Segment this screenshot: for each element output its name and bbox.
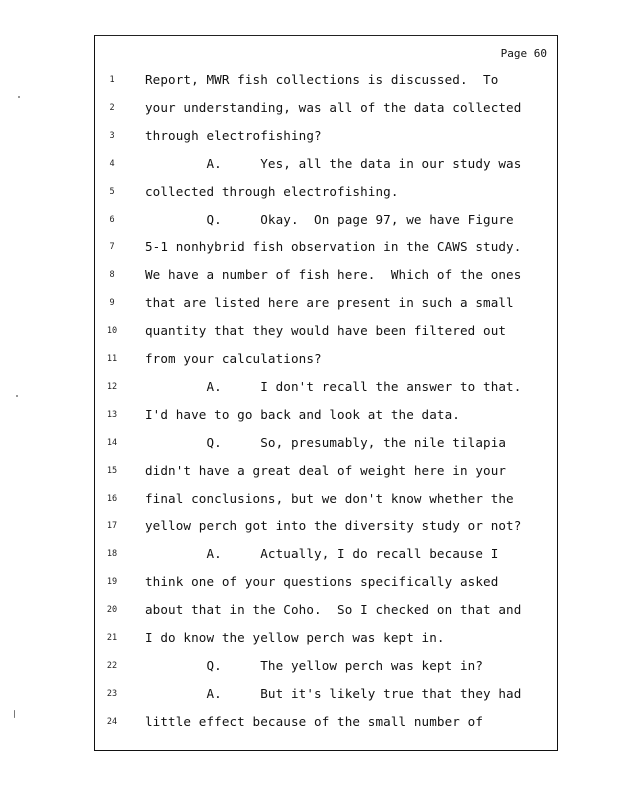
transcript-line bbox=[95, 100, 559, 126]
line-text: little effect because of the small number of bbox=[145, 713, 484, 729]
scan-speck bbox=[16, 395, 18, 397]
line-number: 23 bbox=[106, 688, 118, 699]
line-text: Q. The yellow perch was kept in? bbox=[145, 657, 484, 673]
line-number: 18 bbox=[106, 549, 118, 560]
transcript-line bbox=[95, 518, 559, 544]
line-text: think one of your questions specifically asked bbox=[145, 574, 499, 590]
transcript-line bbox=[95, 686, 559, 712]
line-text: A. I don't recall the answer to that. bbox=[145, 378, 522, 394]
line-number: 4 bbox=[109, 158, 115, 169]
line-text: We have a number of fish here. Which of the ones bbox=[145, 267, 522, 283]
line-number: 3 bbox=[109, 130, 115, 141]
line-number: 13 bbox=[106, 409, 118, 420]
line-text: A. Yes, all the data in our study was bbox=[145, 155, 522, 171]
line-text: that are listed here are present in such a small bbox=[145, 295, 514, 311]
line-number: 15 bbox=[106, 465, 118, 476]
line-number: 6 bbox=[109, 214, 115, 225]
line-text: Report, MWR fish collections is discussed. To bbox=[145, 72, 499, 87]
line-text: 5-1 nonhybrid fish observation in the CAWS study. bbox=[145, 239, 522, 255]
line-number: 9 bbox=[109, 298, 115, 309]
line-text: your understanding, was all of the data collected bbox=[145, 99, 522, 115]
transcript-page bbox=[94, 35, 558, 751]
line-text: I'd have to go back and look at the data. bbox=[145, 406, 460, 422]
transcript-line bbox=[95, 295, 559, 321]
transcript-line bbox=[95, 128, 559, 154]
transcript-line bbox=[95, 463, 559, 489]
transcript-line bbox=[95, 239, 559, 265]
transcript-line bbox=[95, 546, 559, 572]
line-text: Q. So, presumably, the nile tilapia bbox=[145, 434, 507, 450]
line-number: 19 bbox=[106, 577, 118, 588]
transcript-line bbox=[95, 72, 559, 98]
line-number: 12 bbox=[106, 381, 118, 392]
transcript-line bbox=[95, 379, 559, 405]
scan-speck bbox=[18, 96, 20, 98]
transcript-line bbox=[95, 630, 559, 656]
line-text: A. Actually, I do recall because I bbox=[145, 546, 499, 562]
line-number: 22 bbox=[106, 660, 118, 671]
transcript-line bbox=[95, 351, 559, 377]
line-text: A. But it's likely true that they had bbox=[145, 685, 522, 701]
line-text: from your calculations? bbox=[145, 351, 322, 366]
line-text: collected through electrofishing. bbox=[145, 183, 399, 199]
line-number: 10 bbox=[106, 326, 118, 337]
transcript-line bbox=[95, 267, 559, 293]
transcript-line bbox=[95, 491, 559, 517]
transcript-line bbox=[95, 323, 559, 349]
transcript-line bbox=[95, 435, 559, 461]
transcript-line bbox=[95, 602, 559, 628]
line-text: didn't have a great deal of weight here in your bbox=[145, 462, 507, 478]
transcript-line bbox=[95, 156, 559, 182]
line-text: through electrofishing? bbox=[145, 127, 322, 143]
line-number: 5 bbox=[109, 186, 115, 197]
line-number: 7 bbox=[109, 242, 115, 253]
transcript-line bbox=[95, 658, 559, 684]
line-text: I do know the yellow perch was kept in. bbox=[145, 630, 445, 645]
line-number: 8 bbox=[109, 270, 115, 281]
transcript-line bbox=[95, 212, 559, 238]
line-text: Q. Okay. On page 97, we have Figure bbox=[145, 211, 514, 227]
line-number: 11 bbox=[106, 354, 118, 364]
line-text: about that in the Coho. So I checked on that and bbox=[145, 602, 522, 618]
transcript-line bbox=[95, 714, 559, 740]
line-number: 2 bbox=[109, 102, 115, 113]
line-number: 14 bbox=[106, 437, 118, 448]
line-number: 1 bbox=[109, 75, 115, 85]
transcript-line bbox=[95, 407, 559, 433]
line-text: final conclusions, but we don't know whether the bbox=[145, 490, 514, 506]
line-text: quantity that they would have been filtered out bbox=[145, 323, 507, 339]
scan-speck bbox=[14, 710, 15, 718]
page-number: Page 60 bbox=[500, 47, 547, 60]
line-number: 17 bbox=[106, 521, 118, 532]
transcript-line bbox=[95, 574, 559, 600]
line-number: 21 bbox=[106, 633, 118, 643]
line-text: yellow perch got into the diversity study or not? bbox=[145, 518, 522, 534]
transcript-line bbox=[95, 184, 559, 210]
line-number: 16 bbox=[106, 493, 118, 504]
line-number: 24 bbox=[106, 716, 118, 727]
line-number: 20 bbox=[106, 605, 118, 616]
